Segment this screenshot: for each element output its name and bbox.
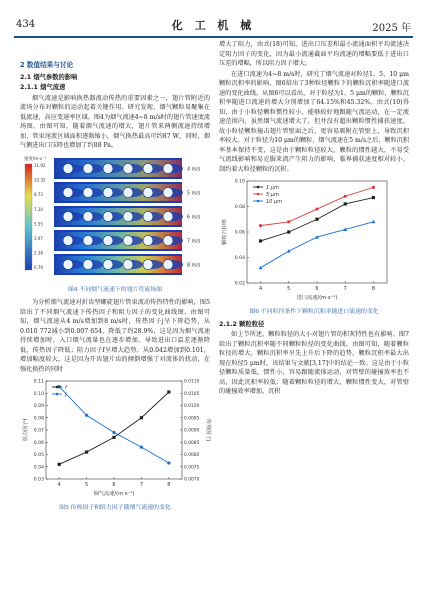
x-axis-label: 进口流速/(m·s⁻¹)	[296, 295, 338, 301]
plot-frame	[46, 381, 182, 479]
flow-panel-label: 8 m/s	[187, 263, 201, 268]
fin-tube	[123, 187, 133, 197]
legend-label: j	[65, 391, 67, 398]
data-point	[315, 207, 318, 210]
fin-tube	[163, 211, 173, 221]
x-tick-label: 4	[258, 286, 263, 292]
series-line	[59, 384, 169, 463]
paragraph: 如上节所述，颗粒粒径的大小对翅片管的积灰特性也有影响。图7给出了颗粒沉积率随不同颗粒粒径的变化曲线。由图可知，随着颗粒粒径的增大，颗粒沉积率呈先上升后下降的趋势，颗粒沉积率最大出现在粒径5 μm时，该结果与文献[3,17]中的结论一致。这是由于小粒径颗粒质量低，惯性小，容易跟随流体运动，对管壁的碰撞效率也不高，因此沉积率较低；随着颗粒粒径的增大，颗粒惯性变大，对管壁的碰撞效率增加，沉积	[219, 331, 409, 395]
paragraph: 为分析烟气流速对折齿型螺旋翅片管束流动传热特性的影响，图5给出了不同烟气流速下传热因子和阻力因子的变化曲线图。由图可知，烟气流速从4 m/s增加到8 m/s时，传热因子j呈下降趋势，从0.010 772减小到0.007 654，降低了约28.9%，这是因为烟气流速持续增加时，入口烟气流量也在逐步增加，导致进出口温差逐渐降低，传热因子降低；阻力因子f呈增大趋势，从0.042增加到0.101，增加幅度较大，这是因为开齿翅片齿的倾倒增强了对流体的扰动，在强化换热的同时	[20, 299, 210, 373]
x-axis-label: 烟气流速/(m·s⁻¹)	[93, 491, 135, 497]
fin-tube	[163, 187, 173, 197]
y-right-tick-label: 0.0090	[184, 428, 200, 434]
fin-tube	[103, 235, 113, 245]
data-point	[344, 202, 347, 205]
y-axis-label: 阻力因子f	[23, 418, 29, 442]
legend-label: 1 μm	[266, 184, 279, 191]
fin-tube	[123, 163, 133, 173]
x-tick-label: 6	[315, 286, 319, 292]
y-right-tick-label: 0.0070	[184, 477, 200, 483]
data-point	[287, 220, 290, 223]
fin-tube	[63, 163, 73, 173]
y-tick-label: 0.11	[33, 379, 44, 385]
fin-tube	[83, 187, 93, 197]
data-point	[112, 436, 115, 439]
y-tick-label: 0.10	[234, 179, 245, 185]
paragraph: 烟气流速是影响换热器流动传热的重要因素之一，翅片管附近的流场分布对颗粒的运动起着关键作用。研究发现，烟气颗粒易聚集在低流速，高应变速率区域。图4为烟气流速4~8 m/s时的翅片管速度流场图。由图可知，随着烟气流速的增大，翅片管来两侧流速持续增加，管束尾流区域面积逐渐缩小，烟气换热最高可约87 W，同时，烟气侧进出口压降也增加了约88 Pa。	[20, 94, 210, 149]
y-tick-label: 0.08	[33, 416, 44, 422]
y-right-tick-label: 0.0075	[184, 465, 200, 471]
y-tick-label: 0.04	[234, 256, 245, 262]
fin-tube	[143, 163, 153, 173]
y-tick-label: 0.03	[33, 477, 44, 483]
data-point	[167, 461, 170, 464]
fin-tube	[163, 235, 173, 245]
legend-marker	[257, 200, 260, 203]
fin-tube	[63, 235, 73, 245]
fin-tube	[103, 163, 113, 173]
legend-label: f	[65, 384, 67, 391]
legend-tick: 3.97	[34, 235, 43, 241]
subsection-heading: 2.1 烟气参数的影响	[20, 73, 78, 81]
legend-title: 速度/m·s⁻¹	[24, 156, 47, 162]
fin-tube	[63, 259, 73, 269]
fin-tube	[103, 187, 113, 197]
x-tick-label: 7	[139, 482, 144, 488]
legend-tick: 11.92	[34, 162, 46, 168]
y-tick-label: 0.06	[33, 440, 44, 446]
x-tick-label: 4	[57, 482, 61, 488]
left-column	[20, 40, 210, 516]
page-number: 434	[16, 19, 36, 30]
fin-tube	[103, 259, 113, 269]
fin-tube	[63, 187, 73, 197]
journal-title: 化 工 机 械	[171, 19, 256, 32]
data-point	[259, 266, 263, 270]
fin-tube	[83, 211, 93, 221]
data-point	[372, 220, 376, 224]
y-right-tick-label: 0.0080	[184, 453, 200, 459]
fin-tube	[123, 259, 133, 269]
fin-tube	[103, 211, 113, 221]
flow-panel-label: 7 m/s	[187, 239, 201, 244]
legend-tick: 2.38	[34, 250, 43, 256]
data-point	[315, 218, 318, 221]
legend-tick: 8.73	[34, 191, 43, 197]
fin-tube	[143, 211, 153, 221]
flow-panel-label: 6 m/s	[187, 215, 201, 220]
x-tick-label: 7	[343, 286, 347, 292]
subsubsection-heading: 2.1.1 烟气流速	[20, 84, 66, 91]
y-right-axis-label: 传热因子j	[205, 418, 211, 442]
y-right-tick-label: 0.0110	[184, 379, 200, 385]
data-point	[344, 195, 347, 198]
data-point	[372, 186, 375, 189]
figure-4-caption: 图4 不同烟气流速下的翅片管流场图	[68, 287, 162, 293]
x-tick-label: 8	[167, 482, 171, 488]
right-column	[219, 40, 409, 398]
flow-panel-label: 4 m/s	[187, 167, 201, 172]
journal-year: 2025 年	[372, 23, 411, 34]
y-tick-label: 0.06	[234, 230, 245, 236]
y-tick-label: 0.08	[234, 205, 245, 211]
y-tick-label: 0.10	[33, 391, 44, 397]
legend-tick: 0.79	[34, 264, 43, 270]
legend-label: 5 μm	[266, 191, 279, 198]
fin-tube	[143, 235, 153, 245]
y-right-tick-label: 0.0085	[184, 440, 200, 446]
legend-tick: 7.14	[34, 206, 43, 212]
y-tick-label: 0.05	[33, 453, 44, 459]
y-right-tick-label: 0.0100	[184, 404, 200, 410]
data-point	[259, 224, 262, 227]
flow-panel-label: 5 m/s	[187, 191, 201, 196]
x-tick-label: 6	[112, 482, 116, 488]
fin-tube	[163, 163, 173, 173]
legend-label: 10 μm	[266, 198, 283, 205]
x-tick-label: 8	[371, 286, 376, 292]
paragraph: 增大了阻力，由式(18)可知，进出口压差和最小流通面积平均流速决定阻力因子的变化，因为最小流通截面平均流速的增幅要低于进出口压差的增幅，所以阻力因子增大。	[219, 41, 409, 67]
series-line	[261, 222, 374, 268]
figure-5-caption: 图5 传热因子和阻力因子随烟气流速的变化	[59, 504, 171, 511]
page-header	[14, 6, 413, 38]
figure-4-flow-field	[20, 152, 210, 280]
legend-colorbar	[25, 164, 32, 270]
data-point	[58, 463, 61, 466]
fin-tube	[83, 163, 93, 173]
subsubsection-heading: 2.1.2 颗粒粒径	[219, 320, 265, 328]
x-tick-label: 5	[287, 286, 291, 292]
data-point	[85, 414, 88, 417]
fin-tube	[163, 259, 173, 269]
fin-tube	[83, 259, 93, 269]
data-point	[140, 446, 143, 449]
data-point	[112, 431, 115, 434]
fin-tube	[143, 187, 153, 197]
y-axis-label: 颗粒沉积率	[222, 219, 228, 245]
section-heading: 2 数值结果与讨论	[20, 61, 74, 69]
fin-tube	[123, 211, 133, 221]
figure-6-chart	[219, 175, 409, 301]
paragraph: 在进口流速为4~8 m/s时，研究了烟气流速对粒径1、5、10 μm颗粒沉积率的影响，图6给出了3种粒径颗粒下的颗粒沉积率随进口流速的变化曲线。从图6可以看出，对于粒径为1、5 μm的颗粒，颗粒沉积率随进口流速的增大分别增加了64.15%和45.32%。由式(10)得知，由于小粒径颗粒惯性较小，能够较好地跟随气流运动，在一定流速范围内，虽然烟气流速增大了，但并没有超出颗粒惯性捕获速度，故小粒径颗粒撞击翅片管壁面之后，更容易吸附在管壁上，导致沉积率较大。对于粒径为10 μm的颗粒，烟气流速在5 m/s之后，颗粒沉积率基本保持不变，这是由于颗粒粒径较大，颗粒的惯性越大，不易受气流线影响和易克服来流产生阻力的影响，临界捕获速度相对较小，制约着大粒径颗粒的沉积。	[219, 70, 409, 173]
data-point	[372, 196, 375, 199]
legend-marker	[257, 186, 260, 189]
fin-tube	[63, 211, 73, 221]
legend-tick: 5.55	[34, 220, 43, 226]
data-point	[259, 239, 262, 242]
data-point	[167, 390, 170, 393]
x-tick-label: 5	[84, 482, 89, 488]
fin-tube	[83, 235, 93, 245]
y-tick-label: 0.09	[33, 404, 44, 410]
legend-marker	[257, 193, 260, 196]
y-tick-label: 0.02	[234, 281, 245, 287]
fin-tube	[123, 235, 133, 245]
data-point	[140, 416, 143, 419]
legend-tick: 10.32	[34, 177, 46, 183]
legend-marker	[56, 386, 59, 389]
y-tick-label: 0.04	[33, 465, 44, 471]
y-right-tick-label: 0.0095	[184, 416, 200, 422]
y-tick-label: 0.07	[33, 428, 44, 434]
legend-marker	[56, 393, 59, 396]
data-point	[287, 230, 290, 233]
figure-6-caption: 图6 不同粒径条件下颗粒沉积率随进口流速的变化	[249, 308, 379, 315]
y-right-tick-label: 0.0105	[184, 391, 200, 397]
figure-5-chart	[20, 375, 210, 497]
data-point	[85, 450, 88, 453]
fin-tube	[143, 259, 153, 269]
